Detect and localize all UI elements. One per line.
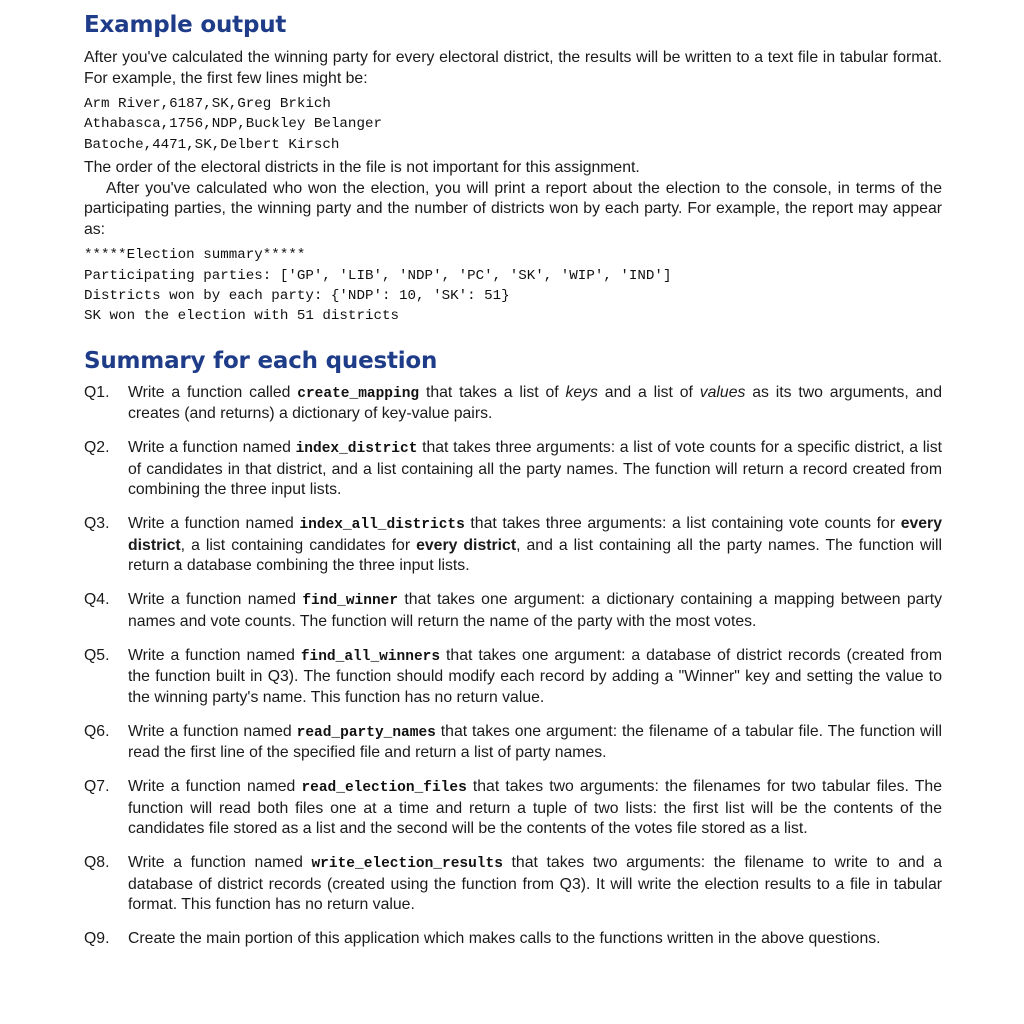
sample-line: Batoche,4471,SK,Delbert Kirsch — [84, 136, 340, 153]
question-item-q6 — [84, 722, 942, 764]
question-text: Write a function named find_all_winners that takes one argument: a database of district records (created from the function built in Q3). The function should modify each record by adding a "Winner" key and setting the value to the winning party's name. This function has no return value. — [128, 646, 943, 706]
report-intro-paragraph: After you've calculated who won the election, you will print a report about the election to the console, in terms of the participating parties, the winning party and the number of districts won by each party. For example, the report may appear as: — [84, 179, 942, 238]
document-page — [84, 8, 942, 963]
question-text: Write a function named read_party_names that takes one argument: the filename of a tabular file. The function will read the first line of the specified file and return a list of party names. — [128, 722, 942, 762]
question-item-q1 — [84, 383, 942, 425]
function-name: index_district — [295, 441, 418, 458]
report-line: *****Election summary***** — [84, 247, 306, 264]
question-number: Q6. — [84, 722, 110, 740]
sample-output-block — [84, 94, 942, 155]
question-text: Write a function named read_election_files that takes two arguments: the filenames for two tabular files. The function will read both files one at a time and return a tuple of two lists: the first list will be the contents of the candidates file stored as a list and the second will be the contents of the votes file stored as a list. — [128, 778, 942, 838]
question-text: Write a function named index_district that takes three arguments: a list of vote counts for a specific district, a list of candidates in that district, and a list containing all the party names. The function will return a record created from combining the three input lists. — [128, 439, 942, 499]
question-text: Write a function called create_mapping that takes a list of keys and a list of values as its two arguments, and creates (and returns) a dictionary of key-value pairs. — [128, 383, 942, 423]
report-line: Districts won by each party: {'NDP': 10, 'SK': 51} — [84, 288, 510, 305]
report-output-block — [84, 245, 942, 327]
question-number: Q7. — [84, 778, 110, 796]
sample-line: Arm River,6187,SK,Greg Brkich — [84, 96, 331, 112]
question-text: Write a function named find_winner that takes one argument: a dictionary containing a mapping between party names and vote counts. The function will return the name of the party with the most votes. — [128, 591, 942, 630]
question-item-q4 — [84, 590, 942, 632]
order-note-paragraph: The order of the electoral districts in the file is not important for this assignment. — [84, 159, 640, 177]
question-text: Write a function named index_all_districts that takes three arguments: a list containing vote counts for every district, a list containing candidates for every district, and a list containing all the party names. The function will return a database combining the three input lists. — [128, 515, 942, 575]
question-text: Write a function named write_election_results that takes two arguments: the filename to write to and a database of district records (created using the function from Q3). It will write the election results to a file in tabular format. This function has no return value. — [128, 854, 942, 914]
function-name: index_all_districts — [299, 517, 465, 534]
question-text: Create the main portion of this application which makes calls to the functions written in the above questions. — [128, 930, 881, 948]
question-number: Q1. — [84, 383, 110, 401]
summary-heading: Summary for each question — [84, 347, 438, 374]
example-output-heading: Example output — [84, 12, 287, 38]
question-number: Q9. — [84, 930, 110, 948]
function-name: find_winner — [302, 593, 399, 610]
sample-line: Athabasca,1756,NDP,Buckley Belanger — [84, 116, 382, 133]
question-number: Q2. — [84, 439, 110, 457]
example-intro-paragraph: After you've calculated the winning party for every electoral district, the results will be written to a text file in tabular format. For example, the first few lines might be: — [84, 49, 942, 87]
function-name: read_election_files — [301, 780, 467, 797]
question-item-q2 — [84, 438, 942, 501]
question-item-q5 — [84, 646, 942, 709]
question-item-q3 — [84, 514, 942, 577]
function-name: find_all_winners — [300, 648, 441, 665]
report-line: SK won the election with 51 districts — [84, 308, 400, 325]
question-number: Q5. — [84, 646, 110, 664]
question-item-q9 — [84, 929, 942, 950]
question-number: Q3. — [84, 515, 110, 533]
function-name: write_election_results — [311, 856, 503, 873]
report-line: Participating parties: ['GP', 'LIB', 'NDP', 'PC', 'SK', 'WIP', 'IND'] — [84, 267, 672, 284]
question-item-q7 — [84, 777, 942, 840]
question-list — [84, 383, 942, 950]
question-item-q8 — [84, 853, 942, 916]
question-number: Q8. — [84, 854, 110, 872]
function-name: read_party_names — [296, 724, 436, 741]
question-number: Q4. — [84, 591, 110, 609]
function-name: create_mapping — [297, 385, 420, 402]
